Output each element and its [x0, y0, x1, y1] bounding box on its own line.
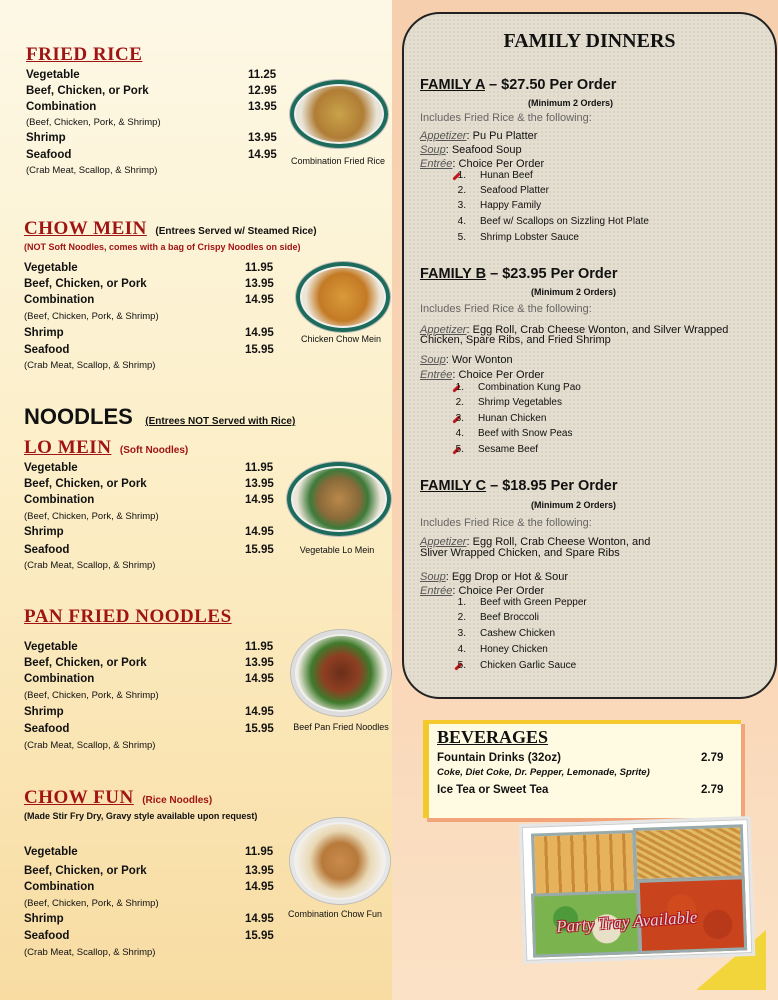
- choice-name: Happy Family: [480, 200, 542, 211]
- family-a-min: (Minimum 2 Orders): [528, 98, 614, 108]
- menu-item-name: Beef, Chicken, or Pork: [24, 865, 147, 877]
- menu-item-name: Combination: [24, 294, 95, 306]
- entree-label: Entrée: [420, 369, 453, 381]
- choice-name: Seafood Platter: [480, 185, 549, 196]
- choice-number: 2.: [455, 397, 464, 408]
- menu-item-desc: (Beef, Chicken, Pork, & Shrimp): [24, 511, 159, 522]
- chow-mein-title: CHOW MEIN: [24, 218, 147, 239]
- choice-number: 4.: [457, 644, 466, 655]
- family-b-min: (Minimum 2 Orders): [531, 287, 617, 297]
- menu-item-price: 15.95: [245, 930, 274, 942]
- menu-item-name: Seafood: [24, 723, 70, 735]
- photo-caption: Chicken Chow Mein: [300, 334, 382, 344]
- lo-mein-note: (Soft Noodles): [119, 445, 189, 456]
- choice-name: Shrimp Vegetables: [478, 397, 562, 408]
- menu-item-price: 2.79: [701, 752, 724, 764]
- menu-item-desc: Coke, Diet Coke, Dr. Pepper, Lemonade, Sprite): [437, 767, 650, 778]
- choice-number: 2.: [457, 612, 466, 623]
- dash: –: [486, 266, 503, 282]
- choice-number: 2.: [457, 185, 466, 196]
- menu-item-name: Beef, Chicken, or Pork: [24, 478, 147, 490]
- appetizer-value: Egg Roll, Crab Cheese Wonton, and Silver Wrapped: [472, 324, 729, 336]
- family-c-heading: [420, 478, 617, 494]
- menu-item-name: Fountain Drinks (32oz): [437, 752, 561, 764]
- list-item: [446, 170, 533, 181]
- chow-mein-note: (Entrees Served w/ Steamed Rice): [155, 226, 317, 237]
- menu-item-desc: (Crab Meat, Scallop, & Shrimp): [24, 740, 156, 751]
- list-item: [446, 612, 539, 623]
- lo-mein-header: [24, 437, 188, 459]
- choice-number: 4.: [457, 216, 466, 227]
- list-item: [446, 628, 555, 639]
- choice-number: 4.: [455, 428, 464, 439]
- menu-item-name: Beef, Chicken, or Pork: [24, 278, 147, 290]
- appetizer-value: Pu Pu Platter: [472, 130, 538, 142]
- family-c-price: $18.95 Per Order: [502, 478, 618, 494]
- menu-item-name: Seafood: [24, 544, 70, 556]
- family-c-soup: Soup: Egg Drop or Hot & Sour: [420, 571, 568, 583]
- appetizer-value-cont: Chicken, Spare Ribs, and Fried Shrimp: [420, 334, 611, 346]
- menu-item-desc: (Beef, Chicken, Pork, & Shrimp): [26, 117, 161, 128]
- menu-item-desc: (Beef, Chicken, Pork, & Shrimp): [24, 690, 159, 701]
- family-a-name: FAMILY A: [420, 77, 485, 93]
- list-item: [446, 185, 549, 196]
- appetizer-label: Appetizer: [420, 324, 467, 336]
- menu-item-name: Shrimp: [24, 706, 64, 718]
- family-a-price: $27.50 Per Order: [501, 77, 617, 93]
- lo-mein-photo: [287, 462, 391, 536]
- menu-item-name: Shrimp: [24, 913, 64, 925]
- noodles-header: [24, 404, 295, 430]
- family-c-name: FAMILY C: [420, 478, 487, 494]
- choice-name: Hunan Beef: [480, 170, 533, 181]
- choice-number: 1.: [457, 170, 466, 181]
- menu-item-name: Beef, Chicken, or Pork: [24, 657, 147, 669]
- choice-name: Beef w/ Scallops on Sizzling Hot Plate: [480, 216, 649, 227]
- chow-fun-note: (Rice Noodles): [142, 795, 213, 806]
- family-a-appetizer: Appetizer: Pu Pu Platter: [420, 130, 538, 142]
- noodles-note: (Entrees NOT Served with Rice): [145, 416, 296, 427]
- choice-number: 5.: [457, 660, 466, 671]
- choice-number: 1.: [457, 597, 466, 608]
- menu-item-price: 14.95: [245, 881, 274, 893]
- menu-item-desc: (Beef, Chicken, Pork, & Shrimp): [24, 898, 159, 909]
- menu-item-price: 14.95: [245, 327, 274, 339]
- menu-item-name: Seafood: [24, 930, 70, 942]
- menu-item-name: Combination: [24, 881, 95, 893]
- menu-item-price: 13.95: [245, 865, 274, 877]
- menu-item-price: 13.95: [245, 657, 274, 669]
- list-item: [446, 200, 541, 211]
- choice-name: Sesame Beef: [478, 444, 539, 455]
- choice-name: Chicken Garlic Sauce: [480, 660, 577, 671]
- menu-item-price: 12.95: [248, 85, 277, 97]
- list-item: [446, 216, 649, 227]
- choice-name: Beef with Green Pepper: [480, 597, 587, 608]
- beverages-box: [423, 720, 741, 818]
- soup-value: Wor Wonton: [451, 354, 513, 366]
- choice-number: 5.: [457, 232, 466, 243]
- soup-label: Soup: [420, 571, 446, 583]
- choice-name: Beef Broccoli: [480, 612, 539, 623]
- list-item: [444, 413, 546, 424]
- menu-item-name: Combination: [24, 673, 95, 685]
- menu-item-price: 14.95: [245, 913, 274, 925]
- appetizer-label: Appetizer: [420, 536, 467, 548]
- menu-item-price: 13.95: [248, 101, 277, 113]
- choice-number: 3.: [457, 200, 466, 211]
- menu-item-price: 14.95: [245, 673, 274, 685]
- menu-item-name: Vegetable: [26, 69, 80, 81]
- entree-label: Entrée: [420, 585, 453, 597]
- menu-item-price: 11.95: [245, 262, 274, 274]
- menu-item-name: Shrimp: [24, 327, 64, 339]
- menu-item-price: 13.95: [245, 278, 274, 290]
- entree-value: Choice Per Order: [458, 369, 545, 381]
- photo-caption: Combination Chow Fun: [287, 909, 383, 919]
- entree-label: Entrée: [420, 158, 453, 170]
- menu-item-name: Seafood: [26, 149, 72, 161]
- fried-rice-title: FRIED RICE: [26, 44, 143, 65]
- menu-item-price: 11.25: [248, 69, 277, 81]
- family-a-heading: [420, 77, 616, 93]
- list-item: [444, 428, 573, 439]
- list-item: [444, 382, 581, 393]
- menu-item-name: Shrimp: [26, 132, 66, 144]
- list-item: [444, 397, 562, 408]
- menu-item-price: 15.95: [245, 723, 274, 735]
- noodles-title: NOODLES: [24, 404, 133, 429]
- menu-item-price: 13.95: [245, 478, 274, 490]
- appetizer-value: Egg Roll, Crab Cheese Wonton, and: [472, 536, 651, 548]
- menu-item-price: 14.95: [248, 149, 277, 161]
- list-item: [446, 660, 576, 671]
- chow-mein-subnote: (NOT Soft Noodles, comes with a bag of Crispy Noodles on side): [24, 242, 301, 252]
- menu-item-desc: (Crab Meat, Scallop, & Shrimp): [24, 360, 156, 371]
- photo-caption: Beef Pan Fried Noodles: [293, 722, 389, 732]
- choice-number: 3.: [455, 413, 464, 424]
- menu-item-price: 11.95: [245, 462, 274, 474]
- egg-rolls-tray: [531, 830, 637, 898]
- dash: –: [485, 77, 502, 93]
- choice-name: Hunan Chicken: [478, 413, 547, 424]
- menu-item-name: Vegetable: [24, 462, 78, 474]
- family-a-entree: Entrée: Choice Per Order: [420, 158, 545, 170]
- list-item: [444, 444, 538, 455]
- family-a-includes: Includes Fried Rice & the following:: [420, 112, 592, 124]
- choice-name: Beef with Snow Peas: [478, 428, 573, 439]
- menu-item-price: 14.95: [245, 526, 274, 538]
- family-b-appetizer: Appetizer: Egg Roll, Crab Cheese Wonton, and Silver Wrapped: [420, 324, 729, 336]
- family-b-price: $23.95 Per Order: [502, 266, 618, 282]
- menu-item-desc: (Crab Meat, Scallop, & Shrimp): [24, 947, 156, 958]
- choice-number: 3.: [457, 628, 466, 639]
- chow-mein-photo: [296, 262, 390, 332]
- lo-mein-title: LO MEIN: [24, 437, 112, 458]
- family-b-entree: Entrée: Choice Per Order: [420, 369, 545, 381]
- menu-item-name: Vegetable: [24, 641, 78, 653]
- party-tray-label: Party Tray Available: [555, 907, 698, 937]
- menu-item-name: Seafood: [24, 344, 70, 356]
- family-dinners-panel: [402, 12, 777, 699]
- family-b-name: FAMILY B: [420, 266, 487, 282]
- family-b-includes: Includes Fried Rice & the following:: [420, 303, 592, 315]
- photo-caption: Vegetable Lo Mein: [299, 545, 375, 555]
- soup-label: Soup: [420, 354, 446, 366]
- menu-item-price: 15.95: [245, 544, 274, 556]
- family-c-includes: Includes Fried Rice & the following:: [420, 517, 592, 529]
- entree-value: Choice Per Order: [458, 585, 545, 597]
- chow-mein-header: [24, 218, 317, 240]
- beverages-title: BEVERAGES: [437, 727, 549, 747]
- menu-item-name: Beef, Chicken, or Pork: [26, 85, 149, 97]
- menu-item-name: Vegetable: [24, 262, 78, 274]
- menu-item-price: 14.95: [245, 494, 274, 506]
- soup-value: Egg Drop or Hot & Sour: [451, 571, 568, 583]
- pan-fried-photo: [291, 630, 391, 716]
- menu-item-price: 11.95: [245, 846, 274, 858]
- chow-fun-header: [24, 787, 212, 809]
- menu-item-name: Combination: [26, 101, 97, 113]
- list-item: [446, 597, 587, 608]
- menu-item-price: 14.95: [245, 294, 274, 306]
- list-item: [446, 232, 579, 243]
- menu-item-desc: (Crab Meat, Scallop, & Shrimp): [24, 560, 156, 571]
- chow-fun-photo: [290, 818, 390, 904]
- menu-item-name: Combination: [24, 494, 95, 506]
- family-a-soup: Soup: Seafood Soup: [420, 144, 522, 156]
- photo-caption: Combination Fried Rice: [290, 156, 386, 166]
- family-c-min: (Minimum 2 Orders): [531, 500, 617, 510]
- family-dinners-title: FAMILY DINNERS: [503, 30, 676, 52]
- menu-item-name: Shrimp: [24, 526, 64, 538]
- menu-item-name: Ice Tea or Sweet Tea: [437, 784, 549, 796]
- appetizer-value-cont: Sliver Wrapped Chicken, and Spare Ribs: [420, 547, 620, 559]
- choice-name: Combination Kung Pao: [478, 382, 581, 393]
- party-tray-photo: [522, 819, 753, 961]
- choice-name: Shrimp Lobster Sauce: [480, 232, 579, 243]
- family-c-appetizer: Appetizer: Egg Roll, Crab Cheese Wonton, and: [420, 536, 651, 548]
- choice-name: Cashew Chicken: [480, 628, 556, 639]
- soup-value: Seafood Soup: [451, 144, 522, 156]
- noodles-tray: [633, 824, 745, 882]
- appetizer-label: Appetizer: [420, 130, 467, 142]
- menu-item-price: 14.95: [245, 706, 274, 718]
- dash: –: [486, 478, 503, 494]
- chow-fun-subnote: (Made Stir Fry Dry, Gravy style available upon request): [24, 811, 258, 821]
- menu-item-name: Vegetable: [24, 846, 78, 858]
- menu-item-price: 2.79: [701, 784, 724, 796]
- menu-item-price: 11.95: [245, 641, 274, 653]
- choice-number: 5.: [455, 444, 464, 455]
- list-item: [446, 644, 548, 655]
- choice-name: Honey Chicken: [480, 644, 548, 655]
- chow-fun-title: CHOW FUN: [24, 787, 134, 808]
- pan-fried-title: PAN FRIED NOODLES: [24, 606, 232, 627]
- choice-number: 1.: [455, 382, 464, 393]
- menu-item-desc: (Crab Meat, Scallop, & Shrimp): [26, 165, 158, 176]
- menu-item-price: 15.95: [245, 344, 274, 356]
- fried-rice-photo: [290, 80, 388, 148]
- family-c-entree: Entrée: Choice Per Order: [420, 585, 545, 597]
- family-b-soup: Soup: Wor Wonton: [420, 354, 513, 366]
- soup-label: Soup: [420, 144, 446, 156]
- menu-item-desc: (Beef, Chicken, Pork, & Shrimp): [24, 311, 159, 322]
- entree-value: Choice Per Order: [458, 158, 545, 170]
- menu-item-price: 13.95: [248, 132, 277, 144]
- family-b-heading: [420, 266, 617, 282]
